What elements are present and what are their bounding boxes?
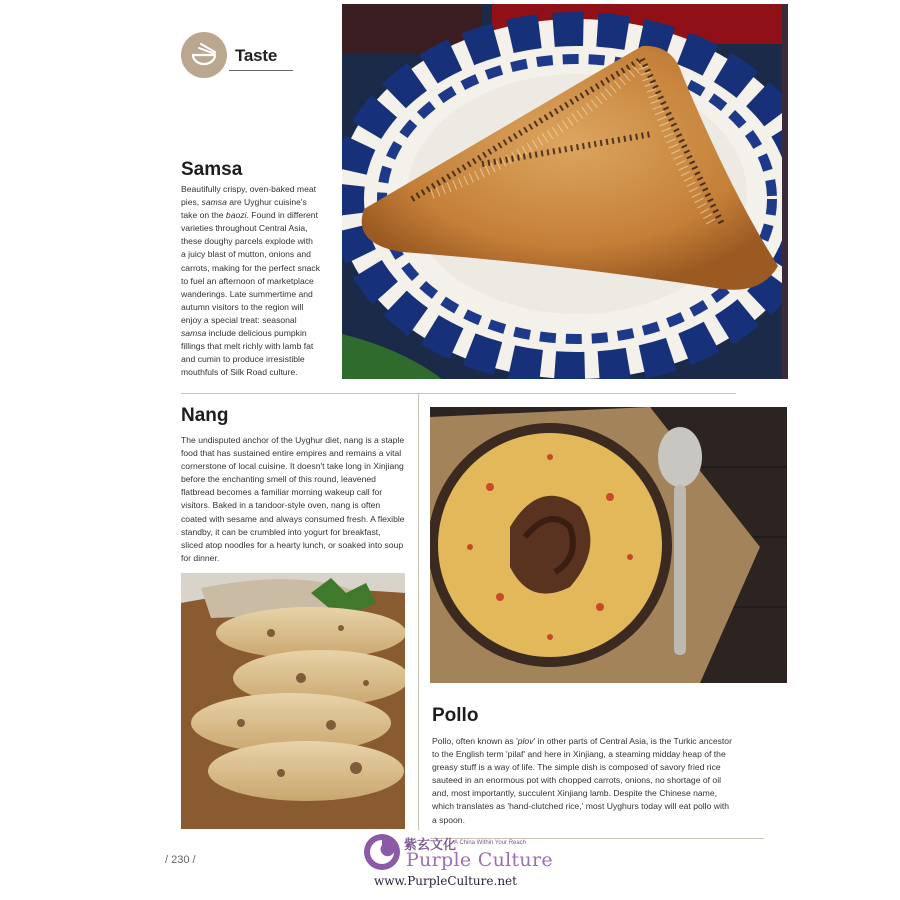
pollo-text-run: Pollo, often known as ' bbox=[432, 736, 518, 746]
pollo-text-run: to the English term 'pilaf' and here in Xinjiang, a steaming midday heap of the bbox=[432, 749, 726, 760]
nang-text-run: coated with sesame and always consumed fresh. A flexible bbox=[181, 513, 405, 524]
pollo-text-run: greasy stuff is a way of life. The simple dish is composed of savory fried rice bbox=[432, 762, 721, 773]
samsa-text-run: these doughy parcels explode with bbox=[181, 236, 313, 247]
samsa-photo bbox=[342, 4, 788, 379]
nang-text-run: sliced atop noodles for a hearty lunch, or soaked into soup bbox=[181, 539, 404, 550]
pollo-text-run: a spoon. bbox=[432, 814, 465, 825]
samsa-text-run: varieties throughout Central Asia, bbox=[181, 223, 308, 234]
samsa-text-run: mouthfuls of Silk Road culture. bbox=[181, 367, 298, 378]
pollo-text-run: which translates as 'hand-clutched rice,' most Uyghurs today will eat pollo with bbox=[432, 801, 730, 812]
nang-photo bbox=[181, 573, 405, 829]
pollo-text-run: plov bbox=[517, 736, 534, 746]
watermark-tagline: A China Within Your Reach bbox=[454, 840, 527, 846]
pollo-body bbox=[432, 735, 764, 827]
pollo-text-run: ' in other parts of Central Asia, is the Turkic ancestor bbox=[533, 736, 732, 746]
divider-vertical bbox=[418, 394, 419, 830]
section-tag bbox=[181, 32, 293, 78]
samsa-text-run: a juicy blast of mutton, onions and bbox=[181, 249, 311, 260]
samsa-text-run: are Uyghur cuisine's bbox=[226, 197, 307, 208]
pollo-text-run: and, most importantly, succulent Xinjiang lamb. Despite the Chinese name, bbox=[432, 788, 718, 799]
watermark-url: www.PurpleCulture.net bbox=[374, 874, 517, 888]
watermark bbox=[362, 832, 562, 894]
section-underline bbox=[229, 70, 293, 71]
samsa-text-run: fillings that melt richly with lamb fat bbox=[181, 341, 314, 352]
samsa-text-run: enjoy a special treat: seasonal bbox=[181, 314, 297, 325]
samsa-text-run: . Found in different bbox=[246, 210, 318, 221]
nang-text-run: before the enchanting smell of this round, leavened bbox=[181, 474, 376, 485]
samsa-text-run: baozi bbox=[225, 210, 247, 221]
samsa-text-run: pies, bbox=[181, 197, 202, 208]
pollo-text-run: sauteed in an enormous pot with chopped carrots, onions, no shortage of oil bbox=[432, 775, 722, 786]
pollo-photo bbox=[430, 407, 787, 683]
samsa-text-run: and cumin to produce irresistible bbox=[181, 354, 305, 365]
samsa-text-run: include delicious pumpkin bbox=[206, 328, 307, 339]
watermark-chinese: 紫玄文化 bbox=[404, 838, 457, 853]
nang-text-run: food that has sustained entire empires and remains a vital bbox=[181, 448, 402, 459]
samsa-text-run: samsa bbox=[201, 197, 227, 208]
samsa-heading: Samsa bbox=[181, 159, 243, 180]
nang-text-run: The undisputed anchor of the Uyghur diet, nang is a staple bbox=[181, 435, 405, 445]
divider-horizontal bbox=[181, 393, 736, 394]
samsa-text-run: to fuel an afternoon of marketplace bbox=[181, 275, 314, 286]
watermark-brand: Purple Culture bbox=[406, 849, 553, 871]
samsa-text-run: samsa bbox=[181, 328, 207, 339]
nang-text-run: flatbread becomes a familiar morning wakeup call for bbox=[181, 487, 383, 498]
nang-text-run: visitors. Baked in a tandoor-style oven, nang is often bbox=[181, 500, 381, 511]
purple-culture-logo-icon bbox=[362, 832, 402, 872]
samsa-text-run: wanderings. Late summertime and bbox=[181, 288, 313, 299]
nang-body bbox=[181, 434, 417, 565]
nang-text-run: standby, it can be crumbled into yogurt for breakfast, bbox=[181, 526, 381, 537]
samsa-text-run: Beautifully crispy, oven-baked meat bbox=[181, 184, 317, 194]
page-number: / 230 / bbox=[165, 854, 196, 866]
samsa-body bbox=[181, 183, 341, 379]
samsa-text-run: autumn visitors to the region will bbox=[181, 301, 304, 312]
samsa-text-run: carrots, making for the perfect snack bbox=[181, 262, 320, 273]
nang-heading: Nang bbox=[181, 405, 229, 426]
bowl-chopsticks-icon bbox=[181, 32, 227, 78]
samsa-text-run: take on the bbox=[181, 210, 226, 221]
pollo-heading: Pollo bbox=[432, 705, 479, 726]
section-label: Taste bbox=[235, 46, 278, 65]
nang-text-run: cornerstone of local cuisine. It doesn't take long in Xinjiang bbox=[181, 461, 404, 472]
nang-text-run: for dinner. bbox=[181, 552, 220, 563]
